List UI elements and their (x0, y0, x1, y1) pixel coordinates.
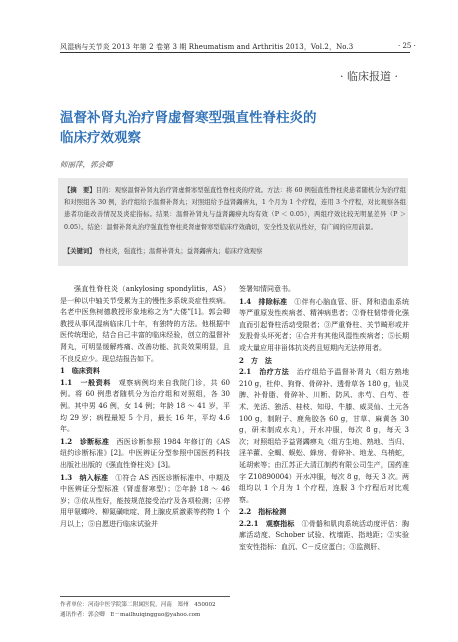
section-heading: 1 临床资料 (60, 366, 100, 376)
journal-header: 风湿病与关节炎 2013 年第 2 卷第 3 期 Rheumatism and Arthritis 2013，Vol.2，No.3 (60, 43, 354, 51)
paragraph (60, 377, 230, 436)
paragraph-text: ①符合 AS 西医诊断标准中、中期及中医辨证分型标准（肾虚督寒型）；②年龄 18 ～ 46 岁；③依从性好，能按规范接受治疗及各项检测；④停用甲氨蝶呤、柳氮磺吡啶、肾上腺皮质激素等药物 1 个月以上；⑤自愿进行临床试验并 (60, 473, 230, 528)
keywords-label: 【关键词】 (64, 248, 93, 255)
paragraph-text: ①骨骼和肌肉系统活动度评估：胸廓活动度、Schober 试验、枕墙距、指地距；②实验室安性指标：血沉、C－反应蛋白；③监测肝、 (239, 519, 410, 552)
paragraph (239, 296, 409, 355)
paragraph (60, 436, 230, 472)
authors: 师丽萍，郭会卿 (60, 160, 113, 169)
paragraph (239, 366, 409, 506)
subsection-heading: 1.1 一般资料 (60, 377, 112, 387)
section-tag: · 临床报道 · (340, 70, 398, 83)
article-title (60, 108, 360, 148)
abstract-label: 【摘 要】 (64, 187, 96, 194)
abstract-body: 目的：观察温督补肾丸治疗肾虚督寒型强直性脊柱炎的疗效。方法：将 60 例强直性脊柱炎患者随机分为治疗组和对照组各 30 例，治疗组给予温督补肾丸；对照组给予益肾蠲痹丸，1 个月为 1 个疗程，连用 3 个疗程，对比观察各组患者功能改善情况及炎症指标。结果：温督补肾丸与益肾蠲痹丸均有效（P ＜ 0.05），两组疗效比较无明显差异（P ＞ 0.05）。结论：温督补肾丸治疗强直性脊柱炎肾虚督寒型临床疗效确切，安全性及依从性好，有广阔的应用前景。 (64, 187, 406, 231)
abstract (64, 185, 406, 234)
paragraph-text: ①伴有心脑血管、肝、肾和造血系统等严重原发性疾病者、精神病患者；②脊柱韧带骨化强直而引起脊柱活动受限者；③严重脊柱、关节畸形或并发股骨头坏死者；④合并有其他风湿性疾病者；⑤长期或大量应用非甾体抗炎药且短期内无法停用者。 (239, 297, 410, 352)
title-line-1: 温督补肾丸治疗肾虚督寒型强直性脊柱炎的 (60, 110, 317, 126)
subsection-heading: 1.3 纳入标准 (60, 472, 109, 482)
paragraph (239, 518, 409, 554)
title-line-2: 临床疗效观察 (60, 130, 141, 146)
author-affiliation: 作者单位：河南中医学院第二附属医院，河南 郑州 450002 (60, 602, 216, 608)
paragraph-text: 治疗组给予温督补肾丸（组方熟地 210 g，杜仲、狗脊、骨碎补、透骨草各 180 g，仙灵脾、补骨脂、骨碎补、川断、防风、赤芍、白芍、苍术、羌活、独活、桂枝、知母、牛膝、威灵仙、土元各 100 g，制附子、鹿角胶各 60 g，甘草、麻黄各 30 g，研末制成水丸），开水冲服，每次 8 g，每天 3 次；对照组给予益肾蠲痹丸（组方生地、熟地、当归、淫羊藿、全蝎、蜈蚣、蜂房、骨碎补、地龙、乌梢蛇，延胡索等；由江苏正大清江制药有限公司生产，国药准字 Z10890004）开水冲服，每次 8 g，每天 3 次。两组均以 1 个月为 1 个疗程，连服 3 个疗程后对比观察。 (239, 368, 410, 504)
body-column-right (239, 284, 409, 554)
keywords-body: 脊柱炎，强直性；温督补肾丸；益肾蠲痹丸；临床疗效观察 (98, 248, 263, 255)
subsection-heading: 2.2.1 观察指标 (239, 518, 295, 528)
paragraph-text: 西医诊断参照 1984 年修订的《AS 纽约诊断标准》[2]。中医辨证分型参照中国医药科技出版社出版的《强直性脊柱炎》[3]。 (60, 437, 230, 469)
header-rule (60, 52, 410, 53)
paragraph: 签署知情同意书。 (239, 285, 295, 293)
subsection-heading: 1.4 排除标准 (239, 296, 288, 306)
paragraph (60, 472, 230, 531)
paragraph: 强直性脊柱炎（ankylosing spondylitis，AS）是一种以中轴关节受累为主的慢性多系统炎症性疾病。名老中医焦树德教授形象地称之为“大偻”[1]。郭会卿教授从事风湿病临床几十年，有独特的方法。他根据中医传统理论，结合自己丰富的临床经验，创立的温督补肾丸，可明显缓解疼痛、改善功能、抗炎效果明显，且不良反应少。现总结报告如下。 (60, 285, 230, 363)
body-column-left (60, 284, 230, 530)
footnote-rule (60, 596, 230, 597)
subsection-heading: 1.2 诊断标准 (60, 436, 110, 446)
page-number: · 25 · (398, 42, 416, 50)
footnote (60, 601, 260, 620)
subsection-heading: 2.1 治疗方法 (239, 367, 290, 377)
keywords (64, 246, 406, 258)
paragraph-text: 观察病例均来自我院门诊，共 60 例。将 60 例患者随机分为治疗组和对照组，各 30 例。其中男 46 例，女 14 例；年龄 18 ～ 41 岁，平均 29 岁；病程最短 5 个月，最长 16 年，平均 4.6 年。 (60, 378, 230, 434)
section-heading: 2 方 法 (239, 355, 272, 365)
corresponding-author: 通讯作者：郭会卿 E－mailhuiqingguo@yahoo.com (60, 611, 201, 618)
subsection-heading: 2.2 指标检测 (239, 507, 287, 517)
